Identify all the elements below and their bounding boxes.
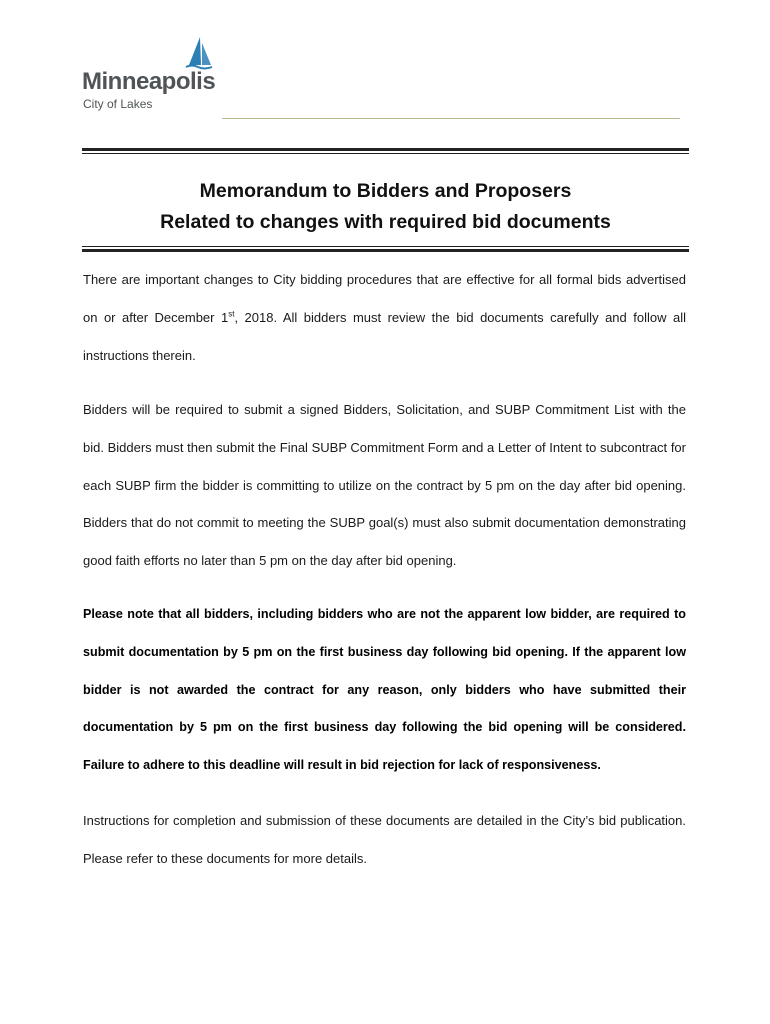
header-divider — [222, 118, 680, 119]
logo-tagline: City of Lakes — [83, 97, 153, 111]
date-ordinal-suffix: st — [228, 309, 235, 319]
logo-name: Minneapolis — [82, 68, 216, 95]
paragraph-effective-date — [83, 261, 686, 374]
sailboat-icon — [185, 36, 213, 72]
paragraph-4-text: Instructions for completion and submission of these documents are detailed in the City’s bid publication. Please refer to these documents for more details. — [83, 813, 686, 866]
paragraph-3-text: Please note that all bidders, including bidders who are not the apparent low bidder, are required to submit documentation by 5 pm on the first business day following bid opening. If the apparent low bidder is not awarded the contract for any reason, only bidders who have submitted their documentation by 5 pm on the first business day following the bid opening will be considered. Failure to adhere to this deadline will result in bid rejection for lack of responsiveness. — [83, 607, 686, 773]
paragraph-2-text: Bidders will be required to submit a signed Bidders, Solicitation, and SUBP Commitment List with the bid. Bidders must then submit the Final SUBP Commitment Form and a Letter of Intent to subcontract for each SUBP firm the bidder is committing to utilize on the contract by 5 pm on the day after bid opening. Bidders that do not commit to meeting the SUBP goal(s) must also submit documentation demonstrating good faith efforts no later than 5 pm on the day after bid opening. — [83, 402, 686, 569]
city-logo — [82, 36, 222, 116]
title-bottom-rule-thin — [82, 246, 689, 247]
memo-title — [82, 176, 689, 238]
memo-title-line-2: Related to changes with required bid documents — [160, 211, 611, 233]
title-bottom-rule — [82, 249, 689, 252]
paragraph-1-text-a: There are important changes to City bidding procedures that are effective for all formal bids advertised on or after December 1 — [83, 272, 686, 325]
memo-title-line-1: Memorandum to Bidders and Proposers — [199, 180, 572, 202]
paragraph-important-notice — [83, 596, 686, 785]
paragraph-requirements — [83, 391, 686, 580]
paragraph-1-text-b: , 2018. All bidders must review the bid documents carefully and follow all instructions therein. — [83, 309, 686, 363]
paragraph-instructions — [83, 802, 686, 878]
title-top-rule-thin — [82, 153, 689, 154]
title-top-rule — [82, 148, 689, 151]
